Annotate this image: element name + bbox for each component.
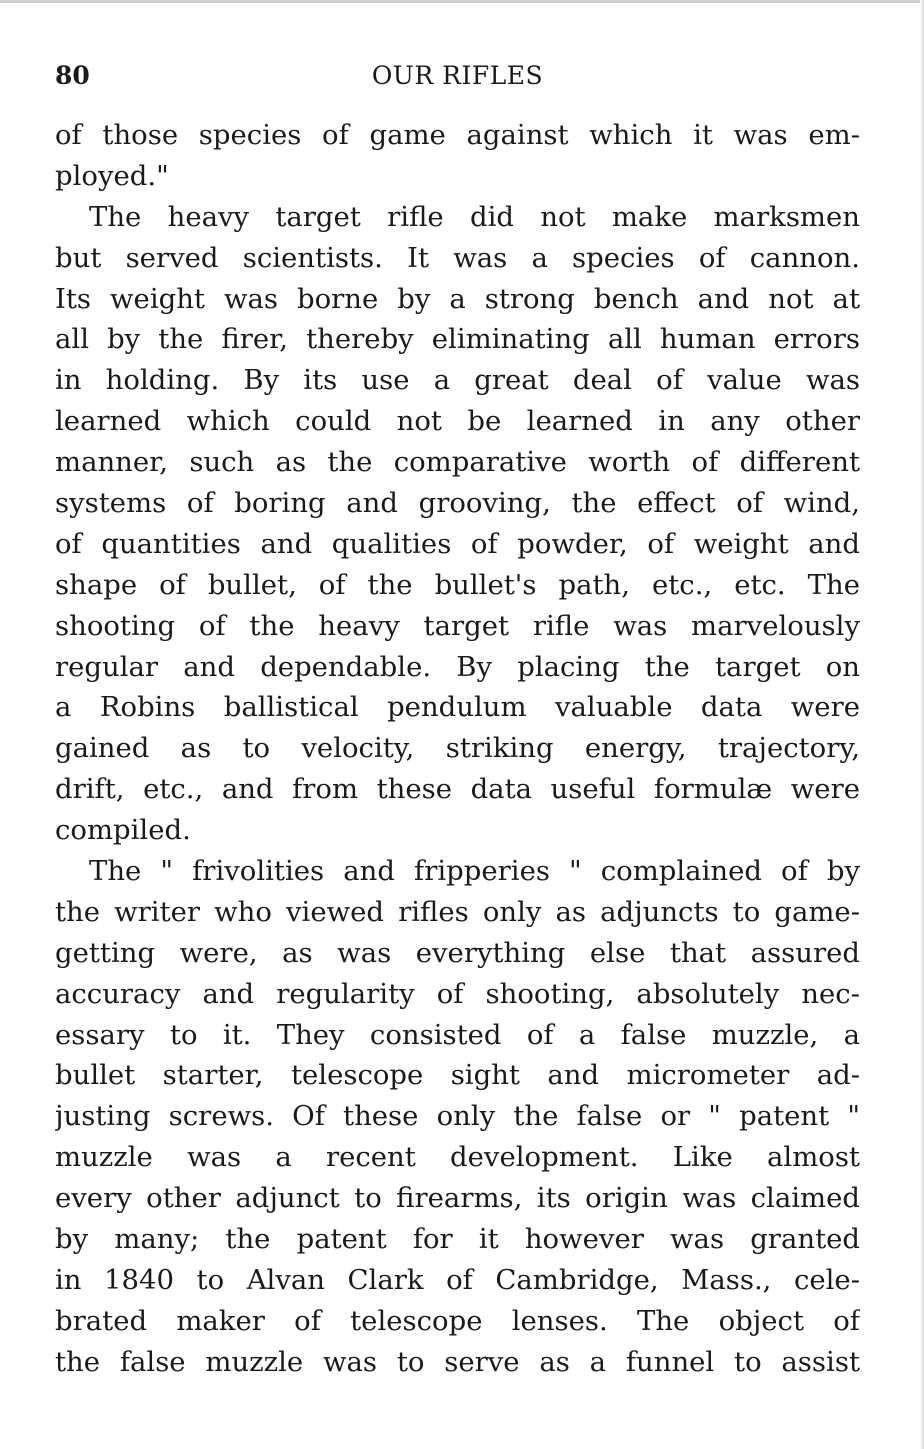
text-line: the writer who viewed rifles only as adjuncts to game- bbox=[55, 895, 860, 928]
text-line: by many; the patent for it however was granted bbox=[55, 1223, 860, 1256]
text-line: all by the firer, thereby eliminating all human errors bbox=[55, 323, 860, 356]
text-line: accuracy and regularity of shooting, absolutely nec- bbox=[55, 977, 860, 1010]
text-line: systems of boring and grooving, the effect of wind, bbox=[55, 487, 860, 520]
text-line: bullet starter, telescope sight and micrometer ad- bbox=[55, 1059, 860, 1092]
page-header bbox=[55, 58, 860, 94]
text-line: shooting of the heavy target rifle was marvelously bbox=[55, 609, 860, 642]
text-line: learned which could not be learned in any other bbox=[55, 405, 860, 438]
running-title: OUR RIFLES bbox=[371, 61, 544, 90]
text-line: brated maker of telescope lenses. The object of bbox=[55, 1304, 860, 1337]
text-line: Its weight was borne by a strong bench and not at bbox=[55, 282, 860, 315]
text-line: the false muzzle was to serve as a funnel to assist bbox=[55, 1345, 860, 1378]
text-line: but served scientists. It was a species of cannon. bbox=[55, 241, 860, 274]
text-line: a Robins ballistical pendulum valuable data were bbox=[55, 691, 860, 724]
text-line: shape of bullet, of the bullet's path, etc., etc. The bbox=[55, 568, 860, 601]
body-text bbox=[55, 115, 860, 1383]
text-line: of quantities and qualities of powder, of weight and bbox=[55, 527, 860, 560]
text-line: The heavy target rifle did not make marksmen bbox=[89, 200, 860, 233]
text-line: compiled. bbox=[55, 814, 191, 847]
text-line: The " frivolities and fripperies " complained of by bbox=[89, 855, 860, 888]
scan-edge-right bbox=[920, 0, 924, 1449]
text-line: getting were, as was everything else that assured bbox=[55, 936, 860, 969]
text-line: in 1840 to Alvan Clark of Cambridge, Mass., cele- bbox=[55, 1263, 860, 1296]
text-line: manner, such as the comparative worth of different bbox=[55, 446, 860, 479]
scan-edge-top bbox=[0, 0, 924, 3]
text-line: in holding. By its use a great deal of value was bbox=[55, 364, 860, 397]
text-line: regular and dependable. By placing the target on bbox=[55, 650, 860, 683]
text-line: of those species of game against which it was em- bbox=[55, 119, 860, 151]
text-line: drift, etc., and from these data useful formulæ were bbox=[55, 773, 860, 806]
text-line: muzzle was a recent development. Like almost bbox=[55, 1141, 860, 1174]
text-line: essary to it. They consisted of a false muzzle, a bbox=[55, 1018, 860, 1051]
page-number: 80 bbox=[55, 61, 90, 90]
text-line: gained as to velocity, striking energy, trajectory, bbox=[55, 732, 860, 765]
text-line: justing screws. Of these only the false or " patent " bbox=[55, 1100, 860, 1133]
text-line: ployed." bbox=[55, 159, 169, 192]
text-line: every other adjunct to firearms, its origin was claimed bbox=[55, 1182, 860, 1215]
